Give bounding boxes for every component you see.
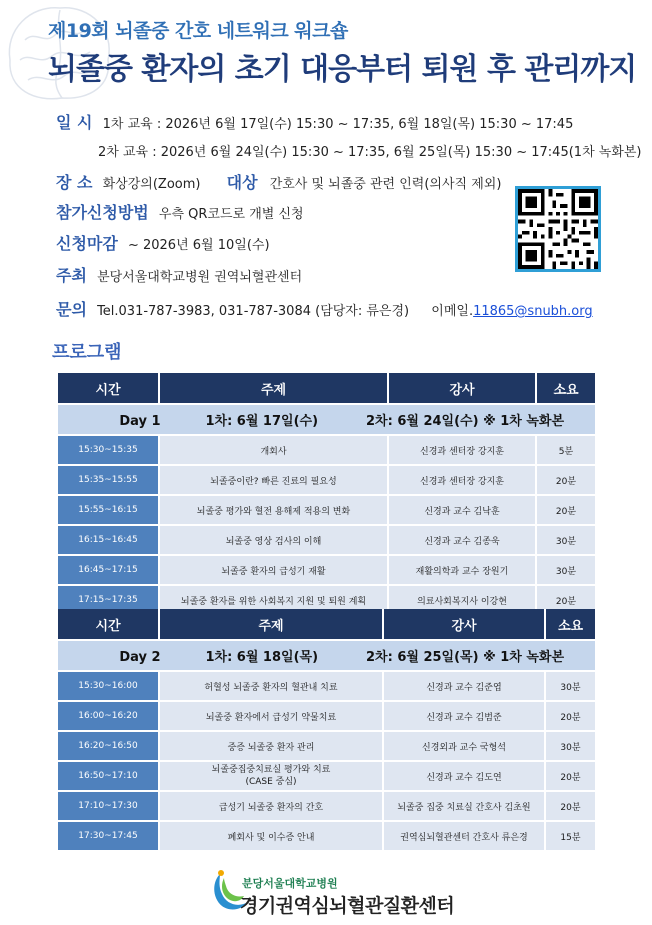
footer-center-name: 경기권역심뇌혈관질환센터 [240,895,455,917]
row-duration: 30분 [537,524,595,554]
day2-second-date: 2차: 6월 25일(목) ※ 1차 녹화본 [366,650,565,665]
header-topic: 주제 [160,609,384,639]
table-header [58,609,595,639]
date-label: 일 시 [56,113,93,132]
table-row [58,790,595,820]
deadline-value: ~ 2026년 6월 10일(수) [127,238,270,253]
row-time: 15:30~16:00 [58,670,160,700]
table-row [58,700,595,730]
row-topic: 허혈성 뇌졸중 환자의 혈관내 치료 [160,670,384,700]
row-speaker: 재활의학과 교수 장원기 [389,554,537,584]
row-time: 16:00~16:20 [58,700,160,730]
email-link[interactable]: 11865@snubh.org [473,304,593,319]
contact-value: Tel.031-787-3983, 031-787-3084 (담당자: 류은경) [97,304,410,319]
table-row [58,820,595,850]
header-speaker: 강사 [389,373,537,403]
workshop-title: 뇌졸중 환자의 초기 대응부터 퇴원 후 관리까지 [48,52,637,87]
row-duration: 20분 [546,700,595,730]
day2-first-date: 1차: 6월 18일(목) [205,650,319,665]
row-speaker: 신경외과 교수 국형석 [384,730,546,760]
row-speaker: 신경과 센터장 강지훈 [389,464,537,494]
day1-row [58,403,595,434]
row-speaker: 신경과 교수 김준엽 [384,670,546,700]
table-row [58,760,595,790]
schedule-table-day2 [58,609,595,850]
date-line1: 1차 교육 : 2026년 6월 17일(수) 15:30 ~ 17:35, 6월 18일(목) 15:30 ~ 17:45 [102,117,574,132]
row-duration: 15분 [546,820,595,850]
row-duration: 5분 [537,434,595,464]
email-label: 이메일. [431,304,474,319]
row-time: 15:35~15:55 [58,464,160,494]
row-topic: 뇌졸중 환자에서 급성기 약물치료 [160,700,384,730]
row-speaker: 신경과 교수 김낙훈 [389,494,537,524]
row-speaker: 신경과 교수 김종욱 [389,524,537,554]
date-line2: 2차 교육 : 2026년 6월 24일(수) 15:30 ~ 17:35, 6월 25일(목) 15:30 ~ 17:45(1차 녹화본) [98,145,642,160]
row-speaker: 신경과 교수 김범준 [384,700,546,730]
row-time: 16:50~17:10 [58,760,160,790]
row-time: 16:20~16:50 [58,730,160,760]
table-row [58,494,595,524]
apply-value: 우측 QR코드로 개별 신청 [158,207,304,222]
row-topic: 급성기 뇌졸중 환자의 간호 [160,790,384,820]
day2-row [58,639,595,670]
target-value: 간호사 및 뇌졸중 관련 인력(의사직 제외) [269,177,502,192]
target-label: 대상 [226,173,258,192]
row-time: 17:30~17:45 [58,820,160,850]
row-speaker: 뇌졸중 집중 치료실 간호사 김초원 [384,790,546,820]
row-duration: 20분 [537,464,595,494]
row-topic: 뇌졸중 환자를 위한 사회복지 지원 및 퇴원 계획 [160,584,389,614]
registration-qr-code[interactable] [515,186,601,272]
row-topic-line1: 뇌졸중집중치료실 평가와 치료 [211,765,331,775]
table-row [58,464,595,494]
row-duration: 30분 [546,730,595,760]
row-speaker: 신경과 센터장 강지훈 [389,434,537,464]
host-label: 주최 [56,266,87,285]
row-time: 17:10~17:30 [58,790,160,820]
row-time: 15:55~16:15 [58,494,160,524]
day1-first-date: 1차: 6월 17일(수) [205,414,319,429]
row-duration: 20분 [537,494,595,524]
apply-row [56,200,304,223]
row-topic: 뇌졸중 환자의 급성기 재활 [160,554,389,584]
host-value: 분당서울대학교병원 권역뇌혈관센터 [97,270,303,285]
place-row [56,170,501,193]
table-row [58,524,595,554]
contact-row [56,297,593,320]
row-duration: 20분 [546,790,595,820]
row-speaker: 의료사회복지사 이강현 [389,584,537,614]
row-time: 17:15~17:35 [58,584,160,614]
row-topic [160,760,384,790]
header-duration: 소요 [546,609,595,639]
schedule-table-day1 [58,373,595,614]
table-header [58,373,595,403]
header-time: 시간 [58,373,160,403]
row-time: 16:45~17:15 [58,554,160,584]
row-topic: 개회사 [160,434,389,464]
header-time: 시간 [58,609,160,639]
row-topic: 폐회사 및 이수증 안내 [160,820,384,850]
workshop-subtitle: 제19회 뇌졸중 간호 네트워크 워크숍 [48,20,348,42]
header-speaker: 강사 [384,609,546,639]
row-duration: 20분 [546,760,595,790]
row-topic: 뇌졸중이란? 빠른 진료의 필요성 [160,464,389,494]
apply-label: 참가신청방법 [56,203,149,222]
footer-hospital-name: 분당서울대학교병원 [242,877,338,890]
place-label: 장 소 [56,173,93,192]
program-title: 프로그램 [52,342,122,363]
row-speaker: 신경과 교수 김도연 [384,760,546,790]
row-duration: 20분 [537,584,595,614]
row-time: 16:15~16:45 [58,524,160,554]
date-row-2 [98,141,642,160]
header-topic: 주제 [160,373,389,403]
row-topic: 뇌졸중 영상 검사의 이해 [160,524,389,554]
row-time: 15:30~15:35 [58,434,160,464]
deadline-label: 신청마감 [56,234,118,253]
row-speaker: 권역심뇌혈관센터 간호사 류은경 [384,820,546,850]
row-topic: 뇌졸중 평가와 혈전 용해제 적용의 변화 [160,494,389,524]
row-duration: 30분 [537,554,595,584]
day1-label: Day 1 [119,414,161,429]
date-row [56,110,573,133]
day1-second-date: 2차: 6월 24일(수) ※ 1차 녹화본 [366,414,565,429]
deadline-row [56,231,270,254]
header-duration: 소요 [537,373,595,403]
day2-label: Day 2 [119,650,161,665]
row-duration: 30분 [546,670,595,700]
host-row [56,263,302,286]
table-row [58,730,595,760]
table-row [58,554,595,584]
place-value: 화상강의(Zoom) [102,177,201,192]
table-row [58,434,595,464]
table-row [58,670,595,700]
contact-label: 문의 [56,300,87,319]
row-topic: 중증 뇌졸중 환자 관리 [160,730,384,760]
row-topic-line2: (CASE 중심) [245,777,297,787]
